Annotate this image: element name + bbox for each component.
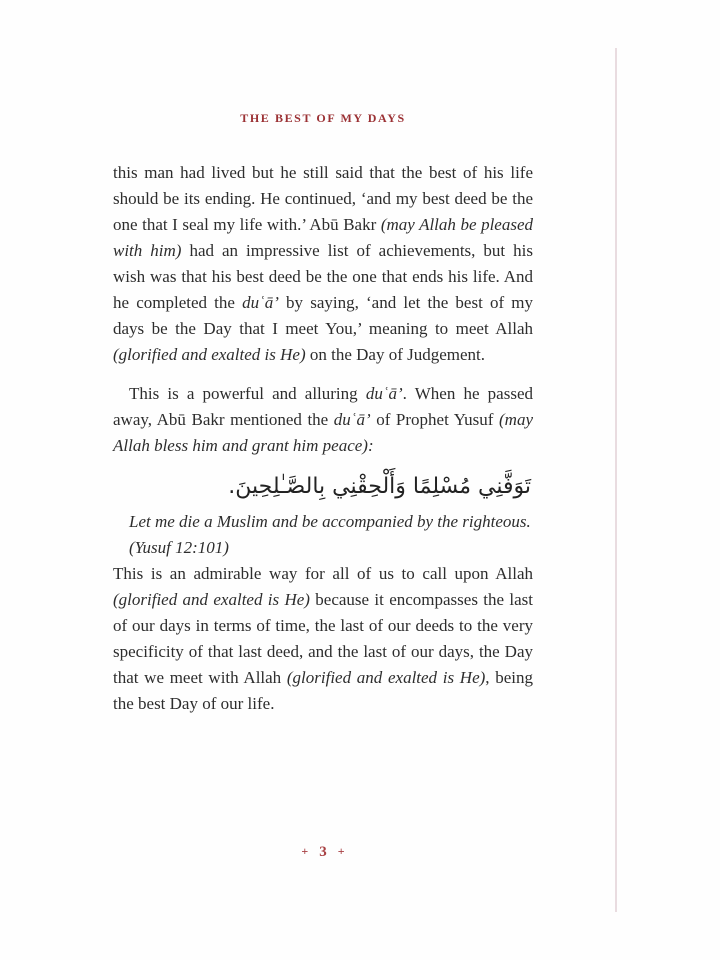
- verse-translation: Let me die a Muslim and be accompanied by the righteous.: [129, 512, 531, 531]
- paragraph-3: This is an admirable way for all of us to call upon Allah (glorified and exalted is He) because it encompasses the last of our days in terms of time, the last of our deeds to the very specificity of that last deed, and the last of our days, the Day that we meet with Allah (glorified and exalted is He), being the best Day of our life.: [113, 564, 533, 713]
- ornament-left-icon: +: [301, 844, 309, 858]
- verse-citation: (Yusuf 12:101): [129, 538, 229, 557]
- arabic-verse: تَوَفَّنِي مُسْلِمًا وَأَلْحِقْنِي بِالصَّـٰلِحِينَ.: [228, 474, 531, 499]
- running-head: THE BEST OF MY DAYS: [240, 111, 406, 125]
- text-column: [113, 111, 533, 717]
- ornament-right-icon: +: [337, 844, 345, 858]
- quran-quote-block: [113, 465, 533, 561]
- paragraph-1: this man had lived but he still said that the best of his life should be its ending. He continued, ‘and my best deed be the one that I seal my life with.’ Abū Bakr (may Allah be pleased with him) had an impressive list of achievements, but his wish was that his best deed be the one that ends his life. And he completed the duʿā’ by saying, ‘and let the best of my days be the Day that I meet You,’ meaning to meet Allah (glorified and exalted is He) on the Day of Judgement.: [113, 163, 533, 364]
- page-number: 3: [319, 844, 327, 860]
- page-edge-line: [615, 48, 617, 912]
- paragraph-2: This is a powerful and alluring duʿā’. When he passed away, Abū Bakr mentioned the duʿā’ of Prophet Yusuf (may Allah bless him and grant him peace):: [113, 384, 533, 455]
- page-footer: [113, 843, 533, 861]
